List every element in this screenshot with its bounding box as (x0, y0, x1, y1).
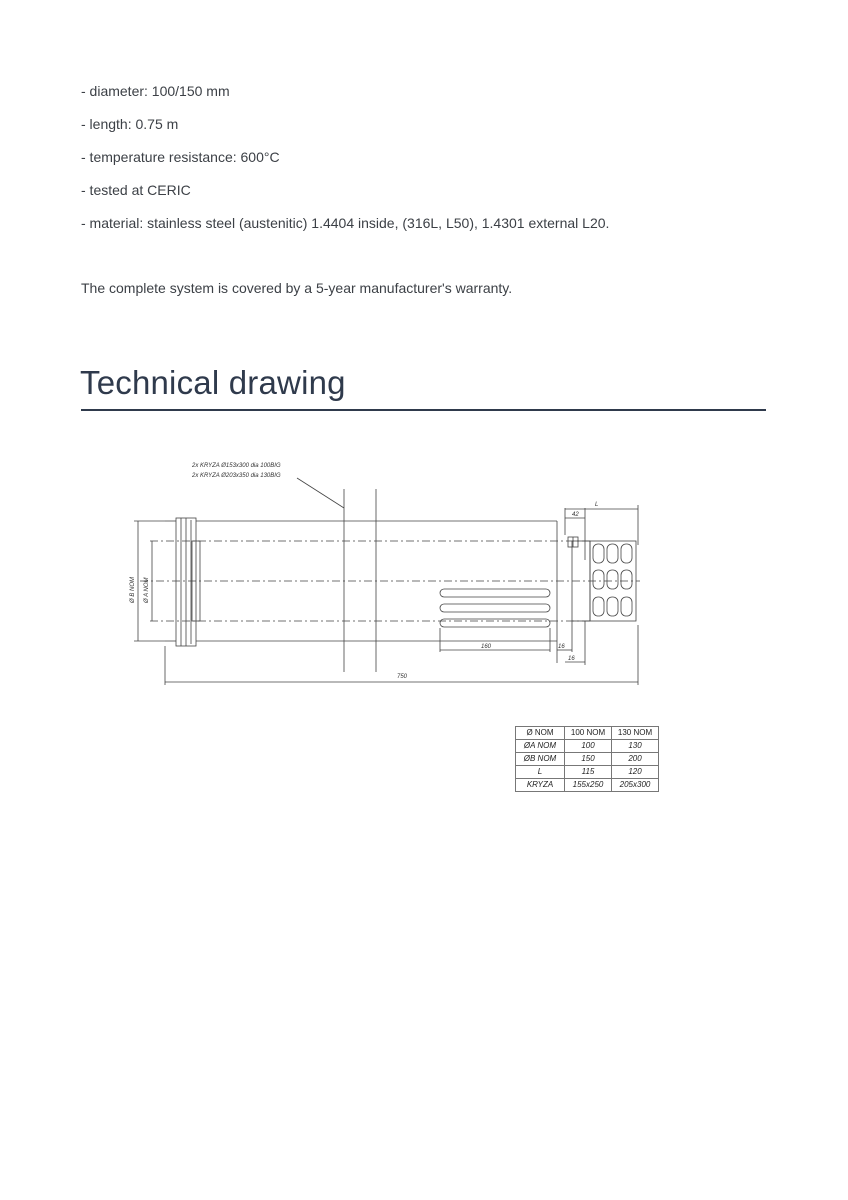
spec-length: - length: 0.75 m (81, 116, 179, 132)
table-cell: 100 (565, 740, 612, 753)
table-row (516, 779, 659, 792)
table-cell: 205x300 (612, 779, 659, 792)
spec-tested: - tested at CERIC (81, 182, 191, 198)
label-a-nom: Ø A NOM (144, 577, 150, 603)
table-cell: 100 NOM (565, 727, 612, 740)
table-row (516, 740, 659, 753)
table-header-row (516, 727, 659, 740)
dim-l-label: L (595, 502, 599, 508)
dim-42-label: 42 (572, 512, 579, 518)
table-cell: KRYZA (516, 779, 565, 792)
table-cell: 155x250 (565, 779, 612, 792)
label-b-nom: Ø B NOM (130, 576, 136, 603)
vent-slots (593, 544, 632, 616)
callout-text-1: 2x KRYZA Ø153x300 dia 100BIG (192, 463, 281, 469)
spec-temperature: - temperature resistance: 600°C (81, 149, 280, 165)
table-cell: 130 (612, 740, 659, 753)
slot-2 (440, 604, 550, 612)
spec-material: - material: stainless steel (austenitic) 1.4404 inside, (316L, L50), 1.4301 external L20. (81, 215, 610, 231)
dim-16-label-b: 16 (568, 656, 575, 662)
dim-16-label-a: 16 (558, 644, 565, 650)
section-title: Technical drawing (80, 364, 346, 401)
slot-3 (440, 619, 550, 627)
table-cell: L (516, 766, 565, 779)
table-cell: ØB NOM (516, 753, 565, 766)
table-cell: 115 (565, 766, 612, 779)
table-cell: 120 (612, 766, 659, 779)
warranty-text: The complete system is covered by a 5-year manufacturer's warranty. (81, 280, 513, 296)
table-row (516, 766, 659, 779)
spec-diameter: - diameter: 100/150 mm (81, 83, 230, 99)
dimension-table (515, 726, 659, 792)
table-cell: 130 NOM (612, 727, 659, 740)
callout-text-2: 2x KRYZA Ø203x350 dia 130BIG (192, 473, 281, 479)
dim-160-label: 160 (481, 644, 492, 650)
callout-leader (297, 478, 344, 508)
table-cell: ØA NOM (516, 740, 565, 753)
table-cell: 150 (565, 753, 612, 766)
dim-750-label: 750 (397, 674, 408, 680)
table-cell: 200 (612, 753, 659, 766)
table-cell: Ø NOM (516, 727, 565, 740)
table-row (516, 753, 659, 766)
slot-1 (440, 589, 550, 597)
